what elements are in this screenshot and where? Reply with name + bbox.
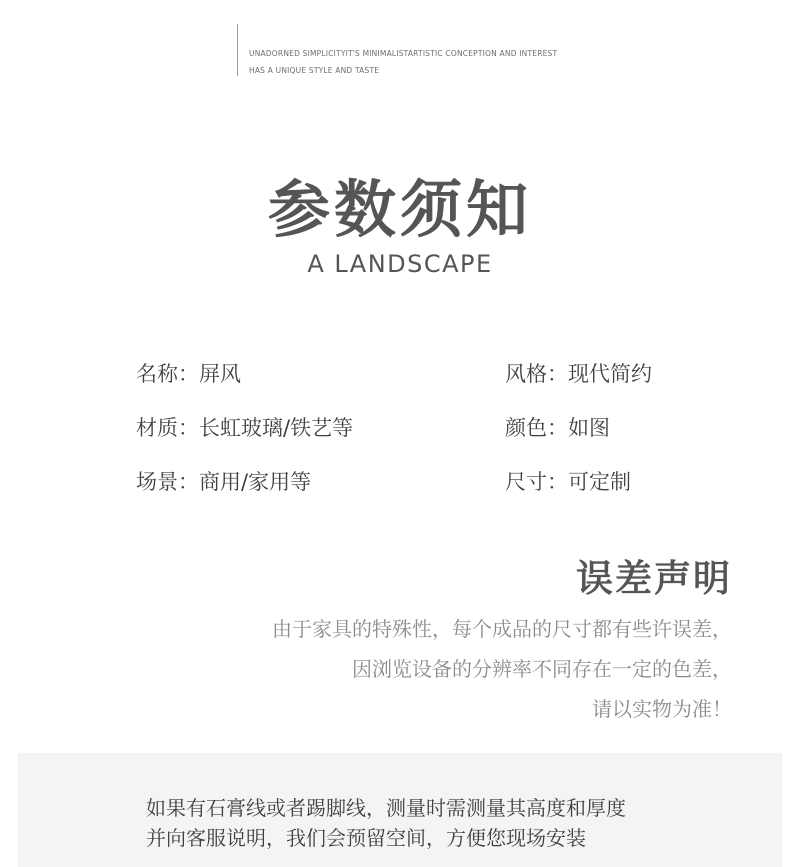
- tagline-line-1: UNADORNED SIMPLICITYIT'S MINIMALISTARTISTIC CONCEPTION AND INTEREST: [249, 49, 558, 58]
- param-name: 名称：屏风: [136, 362, 241, 386]
- param-size: 尺寸：可定制: [505, 470, 631, 494]
- page-title: 参数须知: [267, 173, 532, 246]
- param-material: 材质：长虹玻璃/铁艺等: [136, 416, 354, 440]
- disclaimer-line-1: 由于家具的特殊性，每个成品的尺寸都有些许误差，: [272, 617, 732, 641]
- page-subtitle: A LANDSCAPE: [307, 250, 493, 278]
- installation-note-line-1: 如果有石膏线或者踢脚线，测量时需测量其高度和厚度: [146, 796, 626, 820]
- param-style: 风格：现代简约: [505, 362, 652, 386]
- tagline-line-2: HAS A UNIQUE STYLE AND TASTE: [249, 66, 380, 75]
- param-scene: 场景：商用/家用等: [136, 470, 312, 494]
- tagline: [237, 24, 558, 76]
- disclaimer-line-2: 因浏览设备的分辨率不同存在一定的色差，: [352, 657, 732, 681]
- param-color: 颜色：如图: [505, 416, 610, 440]
- disclaimer-title: 误差声明: [576, 557, 732, 600]
- disclaimer-line-3: 请以实物为准！: [592, 697, 732, 721]
- installation-note-line-2: 并向客服说明，我们会预留空间，方便您现场安装: [146, 826, 586, 850]
